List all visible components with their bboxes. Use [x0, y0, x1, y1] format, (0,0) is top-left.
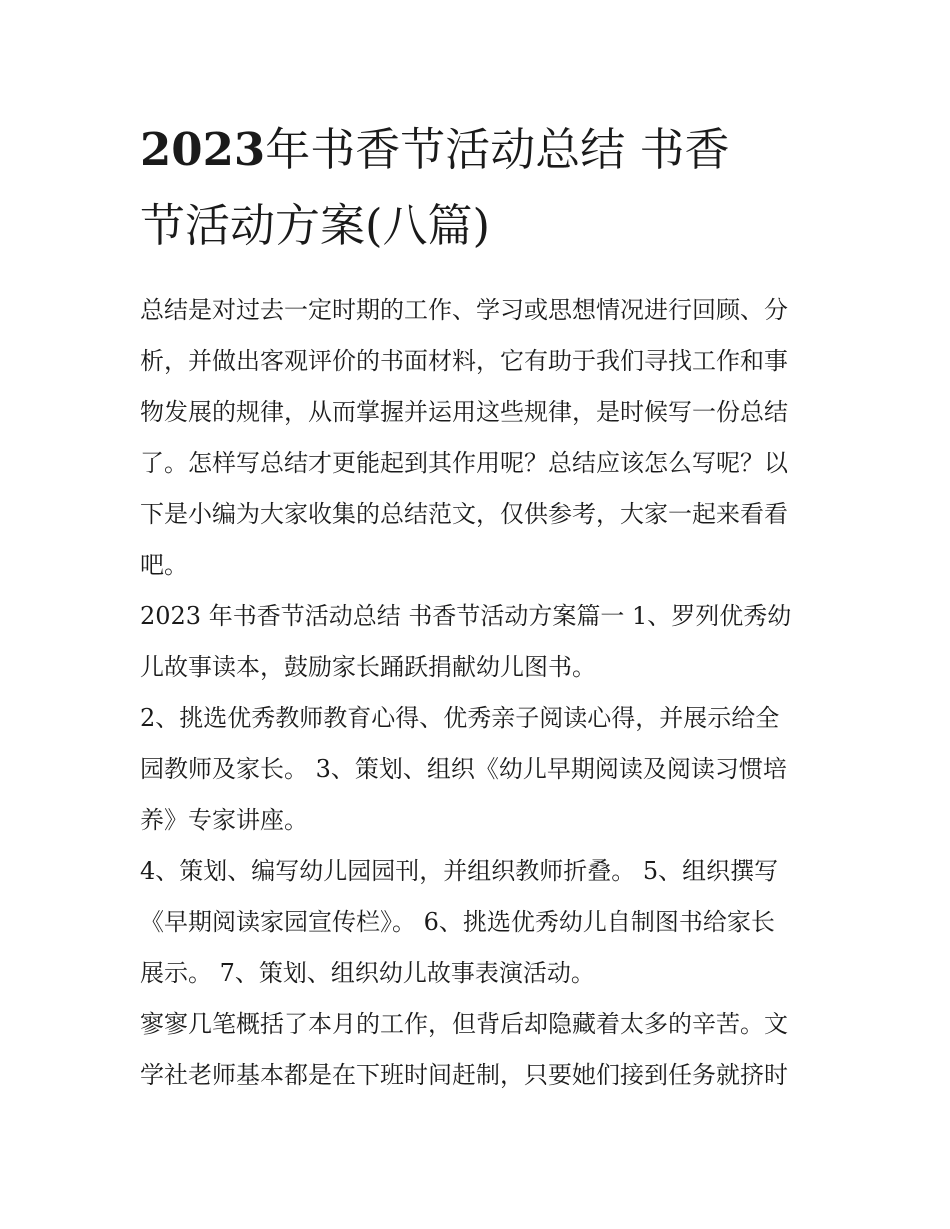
text-line: 总结是对过去一定时期的工作、学习或思想情况进行回顾、分 — [140, 296, 788, 324]
text-line: 展示。 7、策划、组织幼儿故事表演活动。 — [140, 959, 595, 987]
item-4-7-paragraph — [140, 846, 812, 999]
closing-paragraph — [140, 999, 812, 1101]
item-2-3-paragraph — [140, 693, 812, 846]
text-line: 学社老师基本都是在下班时间赶制，只要她们接到任务就挤时 — [140, 1061, 788, 1089]
text-line: 儿故事读本，鼓励家长踊跃捐献幼儿图书。 — [140, 653, 596, 681]
title-year: 2023 — [140, 123, 266, 176]
text-line: 4、策划、编写幼儿园园刊，并组织教师折叠。 5、组织撰写 — [140, 857, 779, 885]
text-line: 寥寥几笔概括了本月的工作，但背后却隐藏着太多的辛苦。文 — [140, 1010, 788, 1038]
text-line: 物发展的规律，从而掌握并运用这些规律，是时候写一份总结 — [140, 398, 788, 426]
text-line: 下是小编为大家收集的总结范文，仅供参考，大家一起来看看 — [140, 500, 788, 528]
text-line: 2023 年书香节活动总结 书香节活动方案篇一 1、罗列优秀幼 — [140, 602, 792, 630]
section-one-paragraph — [140, 591, 812, 693]
page-title — [140, 112, 812, 264]
text-line: 《早期阅读家园宣传栏》。 6、挑选优秀幼儿自制图书给家长 — [140, 908, 775, 936]
text-line: 吧。 — [140, 551, 188, 579]
text-line: 园教师及家长。 3、策划、组织《幼儿早期阅读及阅读习惯培 — [140, 755, 787, 783]
text-line: 养》专家讲座。 — [140, 806, 308, 834]
title-line-2: 节活动方案(八篇) — [140, 199, 491, 252]
intro-paragraph — [140, 285, 812, 591]
title-line-1: 年书香节活动总结 书香 — [265, 123, 730, 176]
text-line: 了。怎样写总结才更能起到其作用呢？总结应该怎么写呢？以 — [140, 449, 788, 477]
text-line: 析，并做出客观评价的书面材料，它有助于我们寻找工作和事 — [140, 347, 788, 375]
text-line: 2、挑选优秀教师教育心得、优秀亲子阅读心得，并展示给全 — [140, 704, 780, 732]
document-content — [140, 112, 812, 1101]
